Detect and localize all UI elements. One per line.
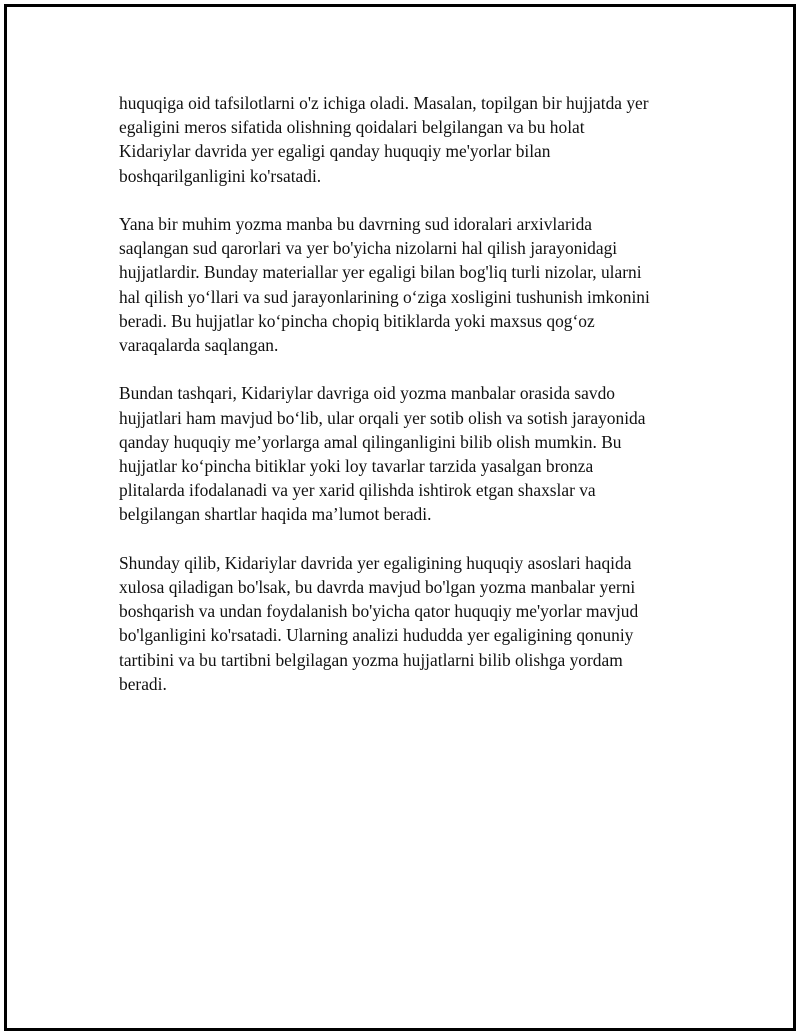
paragraph-4 [119, 551, 691, 696]
paragraph-line: egaligini meros sifatida olishning qoidalari belgilangan va bu holat [119, 117, 585, 138]
paragraph-1 [119, 91, 691, 188]
paragraph-line: varaqalarda saqlangan. [119, 335, 279, 356]
paragraph-line: plitalarda ifodalanadi va yer xarid qilishda ishtirok etgan shaxslar va [119, 480, 596, 501]
paragraph-line: Bundan tashqari, Kidariylar davriga oid yozma manbalar orasida savdo [119, 383, 615, 404]
paragraph-line: hal qilish yo‘llari va sud jarayonlarining o‘ziga xosligini tushunish imkonini [119, 286, 650, 307]
paragraph-line: huquqiga oid tafsilotlarni o'z ichiga oladi. Masalan, topilgan bir hujjatda yer [119, 93, 649, 113]
paragraph-line: Kidariylar davrida yer egaligi qanday huquqiy me'yorlar bilan [119, 141, 551, 162]
paragraph-line: beradi. [119, 673, 167, 694]
paragraph-line: bo'lganligini ko'rsatadi. Ularning analizi hududda yer egaligining qonuniy [119, 625, 634, 646]
paragraph-line: hujjatlari ham mavjud bo‘lib, ular orqali yer sotib olish va sotish jarayonida [119, 407, 646, 428]
paragraph-line: beradi. Bu hujjatlar ko‘pincha chopiq bitiklarda yoki maxsus qog‘oz [119, 310, 595, 331]
paragraph-line: hujjatlardir. Bunday materiallar yer egaligi bilan bog'liq turli nizolar, ularni [119, 262, 642, 283]
paragraph-line: boshqarish va undan foydalanish bo'yicha qator huquqiy me'yorlar mavjud [119, 601, 639, 622]
paragraph-line: hujjatlar ko‘pincha bitiklar yoki loy tavarlar tarzida yasalgan bronza [119, 456, 594, 477]
paragraph-line: qanday huquqiy me’yorlarga amal qilinganligini bilib olish mumkin. Bu [119, 431, 622, 452]
paragraph-line: Shunday qilib, Kidariylar davrida yer egaligining huquqiy asoslari haqida [119, 552, 632, 573]
paragraph-line: tartibini va bu tartibni belgilagan yozma hujjatlarni bilib olishga yordam [119, 649, 623, 670]
paragraph-3 [119, 381, 691, 526]
paragraph-line: saqlangan sud qarorlari va yer bo'yicha nizolarni hal qilish jarayonidagi [119, 238, 618, 259]
document-body [119, 91, 691, 720]
paragraph-line: boshqarilganligini ko'rsatadi. [119, 165, 322, 186]
paragraph-2 [119, 212, 691, 357]
paragraph-line: belgilangan shartlar haqida ma’lumot beradi. [119, 504, 432, 525]
paragraph-line: Yana bir muhim yozma manba bu davrning sud idoralari arxivlarida [119, 214, 592, 234]
paragraph-line: xulosa qiladigan bo'lsak, bu davrda mavjud bo'lgan yozma manbalar yerni [119, 577, 636, 598]
